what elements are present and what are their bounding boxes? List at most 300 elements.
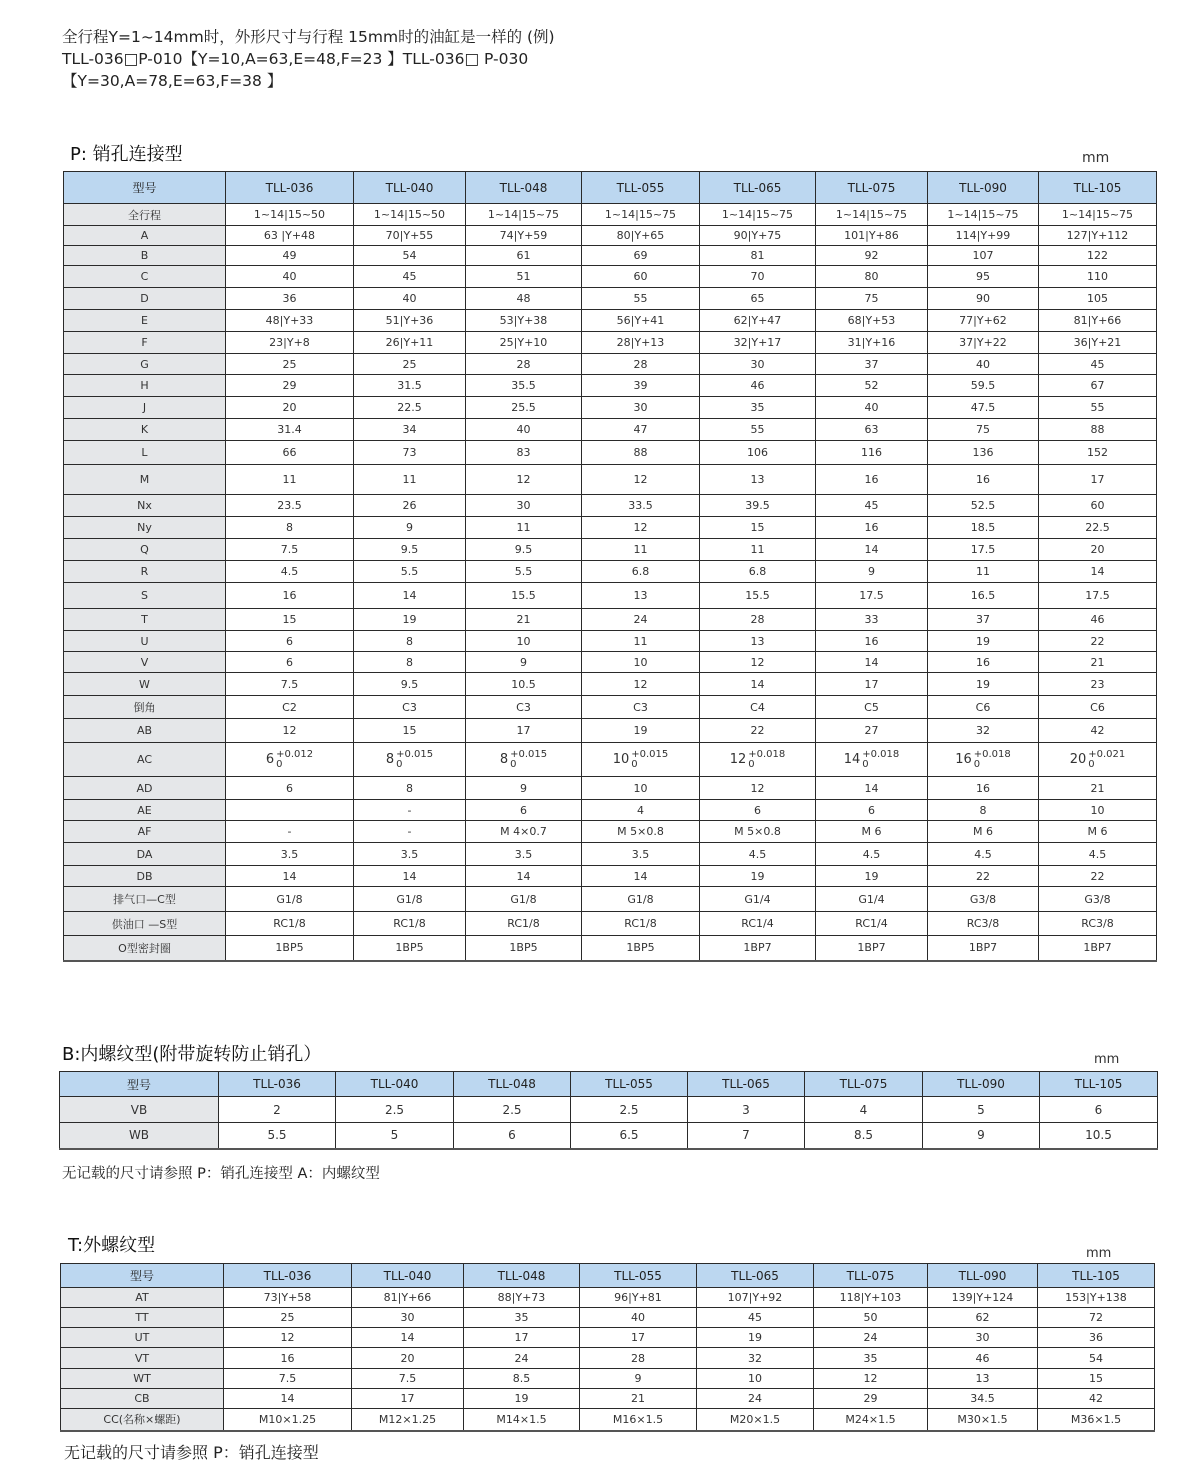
table-cell: 101|Y+86 bbox=[816, 226, 928, 246]
table-cell: 45 bbox=[1039, 354, 1157, 375]
table-cell: 3 bbox=[688, 1097, 805, 1123]
table-cell: 29 bbox=[226, 375, 354, 397]
table-row bbox=[64, 397, 1157, 419]
table-cell: 17 bbox=[464, 1328, 580, 1348]
table-cell: M 6 bbox=[928, 821, 1039, 843]
table-cell: 10.5 bbox=[466, 673, 582, 696]
table-row bbox=[64, 561, 1157, 583]
table-cell: 1BP5 bbox=[226, 936, 354, 961]
table-cell: 21 bbox=[580, 1389, 697, 1409]
row-label: V bbox=[64, 652, 226, 673]
row-label: U bbox=[64, 631, 226, 652]
table-cell: 33.5 bbox=[582, 495, 700, 517]
tolerance-lower: 0 bbox=[276, 758, 283, 770]
table-cell: M 5×0.8 bbox=[700, 821, 816, 843]
row-label: TT bbox=[61, 1308, 224, 1328]
table-cell: 136 bbox=[928, 441, 1039, 465]
row-label: E bbox=[64, 310, 226, 332]
tolerance-value bbox=[500, 750, 547, 770]
table-cell: 13 bbox=[582, 583, 700, 609]
table-cell: 11 bbox=[582, 539, 700, 561]
table-cell: 37 bbox=[928, 609, 1039, 631]
table-cell: 10 bbox=[697, 1369, 814, 1389]
table-cell: 30 bbox=[466, 495, 582, 517]
table-cell: 3.5 bbox=[354, 843, 466, 866]
table-row bbox=[64, 936, 1157, 961]
table-cell: 22 bbox=[1039, 866, 1157, 887]
table-cell: 23|Y+8 bbox=[226, 332, 354, 354]
table-cell: C2 bbox=[226, 696, 354, 719]
table-t-title: T:外螺纹型 bbox=[68, 1235, 156, 1256]
table-cell: 25.5 bbox=[466, 397, 582, 419]
table-cell: 13 bbox=[700, 631, 816, 652]
table-row bbox=[64, 821, 1157, 843]
table-cell: 14 bbox=[816, 652, 928, 673]
tolerance-value bbox=[266, 750, 313, 770]
table-row bbox=[61, 1288, 1155, 1308]
table-cell: 19 bbox=[928, 673, 1039, 696]
header-model-tll-055: TLL-055 bbox=[582, 172, 700, 204]
table-cell: 8 bbox=[928, 800, 1039, 821]
table-cell: 10 bbox=[582, 652, 700, 673]
table-cell: 46 bbox=[928, 1348, 1038, 1369]
table-cell: 5 bbox=[923, 1097, 1040, 1123]
tolerance-base: 20 bbox=[1069, 752, 1087, 767]
table-cell: 25|Y+10 bbox=[466, 332, 582, 354]
tolerance-value bbox=[613, 750, 669, 770]
table-cell: 8 bbox=[354, 631, 466, 652]
row-label: J bbox=[64, 397, 226, 419]
table-cell: 20 bbox=[226, 397, 354, 419]
tolerance-lower: 0 bbox=[1088, 758, 1095, 770]
table-row bbox=[61, 1348, 1155, 1369]
tolerance-base: 14 bbox=[843, 752, 861, 767]
table-cell: 16 bbox=[224, 1348, 352, 1369]
table-cell: 20 bbox=[352, 1348, 464, 1369]
table-cell: 40 bbox=[354, 288, 466, 310]
table-cell: 31.5 bbox=[354, 375, 466, 397]
table-cell: 22 bbox=[700, 719, 816, 743]
table-cell: M30×1.5 bbox=[928, 1409, 1038, 1431]
tolerance-upper: +0.018 bbox=[973, 748, 1011, 760]
table-cell: 2.5 bbox=[336, 1097, 454, 1123]
table-cell: 35 bbox=[700, 397, 816, 419]
table-cell: 17.5 bbox=[1039, 583, 1157, 609]
tolerance-base: 8 bbox=[385, 752, 395, 767]
table-cell: 9.5 bbox=[354, 673, 466, 696]
table-cell: 54 bbox=[1038, 1348, 1155, 1369]
table-cell: 4 bbox=[582, 800, 700, 821]
table-cell: 36 bbox=[226, 288, 354, 310]
table-cell: 25 bbox=[226, 354, 354, 375]
table-cell: 7.5 bbox=[224, 1369, 352, 1389]
table-cell: 21 bbox=[1039, 777, 1157, 800]
table-row bbox=[64, 539, 1157, 561]
table-cell: 6 bbox=[454, 1123, 571, 1149]
table-cell: 29 bbox=[814, 1389, 928, 1409]
table-cell: 114|Y+99 bbox=[928, 226, 1039, 246]
table-cell: 6 bbox=[226, 777, 354, 800]
table-cell: 49 bbox=[226, 246, 354, 266]
header-model-tll-065: TLL-065 bbox=[697, 1264, 814, 1288]
table-cell: 14 bbox=[816, 539, 928, 561]
table-cell: 153|Y+138 bbox=[1038, 1288, 1155, 1308]
table-cell: 11 bbox=[354, 465, 466, 495]
table-cell: 152 bbox=[1039, 441, 1157, 465]
table-cell: C3 bbox=[354, 696, 466, 719]
table-cell: 24 bbox=[464, 1348, 580, 1369]
table-cell: 16 bbox=[928, 777, 1039, 800]
table-cell bbox=[226, 800, 354, 821]
table-cell: 35.5 bbox=[466, 375, 582, 397]
table-row bbox=[64, 583, 1157, 609]
table-cell: 8.5 bbox=[464, 1369, 580, 1389]
table-cell: 17.5 bbox=[816, 583, 928, 609]
row-label: DB bbox=[64, 866, 226, 887]
table-cell: 24 bbox=[814, 1328, 928, 1348]
table-row bbox=[64, 887, 1157, 912]
row-label: H bbox=[64, 375, 226, 397]
table-row bbox=[64, 673, 1157, 696]
header-model-tll-040: TLL-040 bbox=[352, 1264, 464, 1288]
row-label: 倒角 bbox=[64, 696, 226, 719]
table-cell: 127|Y+112 bbox=[1039, 226, 1157, 246]
table-header-row bbox=[60, 1072, 1158, 1097]
table-cell: 1~14|15~75 bbox=[466, 204, 582, 226]
table-cell: 19 bbox=[697, 1328, 814, 1348]
table-cell: 17 bbox=[466, 719, 582, 743]
table-cell: C6 bbox=[1039, 696, 1157, 719]
table-cell: 14 bbox=[816, 777, 928, 800]
table-cell: 23 bbox=[1039, 673, 1157, 696]
table-row bbox=[64, 354, 1157, 375]
table-cell: M14×1.5 bbox=[464, 1409, 580, 1431]
table-cell: 27 bbox=[816, 719, 928, 743]
table-cell: M16×1.5 bbox=[580, 1409, 697, 1431]
table-cell: 60 bbox=[582, 266, 700, 288]
table-t-unit: mm bbox=[1086, 1246, 1112, 1261]
header-model-tll-048: TLL-048 bbox=[454, 1072, 571, 1097]
tolerance-base: 16 bbox=[955, 752, 972, 767]
table-cell: 22 bbox=[1039, 631, 1157, 652]
row-label: UT bbox=[61, 1328, 224, 1348]
table-cell bbox=[582, 743, 700, 777]
table-cell: M 6 bbox=[816, 821, 928, 843]
table-cell: 10.5 bbox=[1040, 1123, 1158, 1149]
table-cell: 25 bbox=[224, 1308, 352, 1328]
table-cell: 34.5 bbox=[928, 1389, 1038, 1409]
row-label: AC bbox=[64, 743, 226, 777]
table-row bbox=[64, 777, 1157, 800]
table-cell: 24 bbox=[697, 1389, 814, 1409]
table-cell: 9 bbox=[466, 652, 582, 673]
table-cell: 62 bbox=[928, 1308, 1038, 1328]
header-model-tll-055: TLL-055 bbox=[571, 1072, 688, 1097]
table-cell: 17 bbox=[580, 1328, 697, 1348]
tolerance-base: 6 bbox=[265, 752, 275, 767]
table-cell: C3 bbox=[466, 696, 582, 719]
table-cell bbox=[700, 743, 816, 777]
table-cell: 9 bbox=[816, 561, 928, 583]
table-cell: 7 bbox=[688, 1123, 805, 1149]
intro-line-3: 【Y=30,A=78,E=63,F=38 】 bbox=[62, 72, 283, 90]
table-cell: 16 bbox=[816, 517, 928, 539]
table-cell: 14 bbox=[354, 866, 466, 887]
table-cell: 15.5 bbox=[700, 583, 816, 609]
table-cell: 51 bbox=[466, 266, 582, 288]
table-cell: 32 bbox=[928, 719, 1039, 743]
table-cell: 12 bbox=[814, 1369, 928, 1389]
table-cell: 22.5 bbox=[1039, 517, 1157, 539]
table-cell: 30 bbox=[352, 1308, 464, 1328]
row-label: O型密封圈 bbox=[64, 936, 226, 961]
table-cell: 65 bbox=[700, 288, 816, 310]
table-cell: 19 bbox=[354, 609, 466, 631]
table-cell: 74|Y+59 bbox=[466, 226, 582, 246]
table-cell: 14 bbox=[226, 866, 354, 887]
table-cell: 7.5 bbox=[226, 539, 354, 561]
table-cell: 9 bbox=[580, 1369, 697, 1389]
header-model-tll-036: TLL-036 bbox=[219, 1072, 336, 1097]
table-cell: 1BP7 bbox=[816, 936, 928, 961]
table-cell: C4 bbox=[700, 696, 816, 719]
table-cell: 22.5 bbox=[354, 397, 466, 419]
table-cell: G1/4 bbox=[700, 887, 816, 912]
table-cell: 45 bbox=[816, 495, 928, 517]
table-cell: 70 bbox=[700, 266, 816, 288]
table-cell: 6 bbox=[700, 800, 816, 821]
table-row bbox=[64, 495, 1157, 517]
table-row bbox=[64, 743, 1157, 777]
table-p-title: P: 销孔连接型 bbox=[70, 144, 183, 165]
table-cell: 1~14|15~75 bbox=[928, 204, 1039, 226]
table-p bbox=[63, 171, 1157, 962]
table-cell: 8 bbox=[226, 517, 354, 539]
table-cell: 6.5 bbox=[571, 1123, 688, 1149]
table-cell: G3/8 bbox=[928, 887, 1039, 912]
table-cell: RC3/8 bbox=[928, 912, 1039, 936]
header-model-tll-105: TLL-105 bbox=[1040, 1072, 1158, 1097]
table-cell: 40 bbox=[580, 1308, 697, 1328]
tolerance-value bbox=[844, 750, 900, 770]
row-label: F bbox=[64, 332, 226, 354]
table-cell: 20 bbox=[1039, 539, 1157, 561]
table-row bbox=[61, 1328, 1155, 1348]
row-label: Nx bbox=[64, 495, 226, 517]
table-cell: 51|Y+36 bbox=[354, 310, 466, 332]
table-cell: 11 bbox=[466, 517, 582, 539]
table-cell: 34 bbox=[354, 419, 466, 441]
table-cell: - bbox=[354, 821, 466, 843]
table-t bbox=[60, 1263, 1155, 1432]
table-cell: 1~14|15~50 bbox=[354, 204, 466, 226]
table-cell: 139|Y+124 bbox=[928, 1288, 1038, 1308]
table-cell bbox=[466, 743, 582, 777]
row-label: L bbox=[64, 441, 226, 465]
table-cell: 18.5 bbox=[928, 517, 1039, 539]
table-row bbox=[64, 517, 1157, 539]
table-cell: 80|Y+65 bbox=[582, 226, 700, 246]
table-cell: 16 bbox=[226, 583, 354, 609]
table-cell: 19 bbox=[700, 866, 816, 887]
table-cell: 7.5 bbox=[352, 1369, 464, 1389]
table-cell: 24 bbox=[582, 609, 700, 631]
table-cell: 39 bbox=[582, 375, 700, 397]
row-label: AD bbox=[64, 777, 226, 800]
table-cell: 3.5 bbox=[582, 843, 700, 866]
tolerance-value bbox=[730, 750, 786, 770]
table-cell: 110 bbox=[1039, 266, 1157, 288]
table-row bbox=[64, 288, 1157, 310]
table-cell: 67 bbox=[1039, 375, 1157, 397]
header-model-tll-036: TLL-036 bbox=[226, 172, 354, 204]
table-cell: 23.5 bbox=[226, 495, 354, 517]
table-cell: 70|Y+55 bbox=[354, 226, 466, 246]
header-model-tll-075: TLL-075 bbox=[814, 1264, 928, 1288]
table-cell: 42 bbox=[1039, 719, 1157, 743]
table-cell bbox=[928, 743, 1039, 777]
table-cell: 9.5 bbox=[466, 539, 582, 561]
table-row bbox=[64, 719, 1157, 743]
table-cell: 46 bbox=[1039, 609, 1157, 631]
table-cell: 14 bbox=[224, 1389, 352, 1409]
table-cell: 88 bbox=[1039, 419, 1157, 441]
tolerance-lower: 0 bbox=[510, 758, 517, 770]
table-cell: 42 bbox=[1038, 1389, 1155, 1409]
table-cell: 75 bbox=[816, 288, 928, 310]
table-cell: 32|Y+17 bbox=[700, 332, 816, 354]
table-cell: 5.5 bbox=[219, 1123, 336, 1149]
table-cell: 105 bbox=[1039, 288, 1157, 310]
row-label: C bbox=[64, 266, 226, 288]
table-cell: 28 bbox=[580, 1348, 697, 1369]
table-cell: M 6 bbox=[1039, 821, 1157, 843]
table-row bbox=[64, 912, 1157, 936]
table-cell: 30 bbox=[928, 1328, 1038, 1348]
table-cell: 63 bbox=[816, 419, 928, 441]
table-cell: 11 bbox=[700, 539, 816, 561]
table-cell: 118|Y+103 bbox=[814, 1288, 928, 1308]
table-row bbox=[61, 1389, 1155, 1409]
header-model-tll-055: TLL-055 bbox=[580, 1264, 697, 1288]
table-row bbox=[64, 465, 1157, 495]
table-cell: 6 bbox=[816, 800, 928, 821]
table-cell: 90|Y+75 bbox=[700, 226, 816, 246]
table-cell: 10 bbox=[466, 631, 582, 652]
table-cell: - bbox=[354, 800, 466, 821]
row-label: AB bbox=[64, 719, 226, 743]
row-label: AF bbox=[64, 821, 226, 843]
table-cell: 2 bbox=[219, 1097, 336, 1123]
table-cell: 4.5 bbox=[816, 843, 928, 866]
intro-text bbox=[62, 26, 555, 92]
table-cell: 61 bbox=[466, 246, 582, 266]
table-cell: RC1/8 bbox=[354, 912, 466, 936]
header-model-tll-075: TLL-075 bbox=[816, 172, 928, 204]
table-cell: 28|Y+13 bbox=[582, 332, 700, 354]
row-label: CB bbox=[61, 1389, 224, 1409]
table-cell bbox=[226, 743, 354, 777]
table-cell: 10 bbox=[1039, 800, 1157, 821]
table-cell: 36 bbox=[1038, 1328, 1155, 1348]
table-cell: 11 bbox=[928, 561, 1039, 583]
table-header-row bbox=[64, 172, 1157, 204]
header-model-tll-040: TLL-040 bbox=[336, 1072, 454, 1097]
row-label: K bbox=[64, 419, 226, 441]
table-cell: 14 bbox=[700, 673, 816, 696]
table-cell: 19 bbox=[928, 631, 1039, 652]
table-cell: 2.5 bbox=[454, 1097, 571, 1123]
table-cell: 88 bbox=[582, 441, 700, 465]
table-cell: 90 bbox=[928, 288, 1039, 310]
table-cell: 31|Y+16 bbox=[816, 332, 928, 354]
table-b-unit: mm bbox=[1094, 1052, 1120, 1067]
header-model-tll-065: TLL-065 bbox=[700, 172, 816, 204]
tolerance-upper: +0.012 bbox=[276, 748, 314, 760]
table-cell: 73 bbox=[354, 441, 466, 465]
table-cell: 17.5 bbox=[928, 539, 1039, 561]
table-row bbox=[64, 332, 1157, 354]
table-cell: 15 bbox=[700, 517, 816, 539]
table-cell: 3.5 bbox=[466, 843, 582, 866]
table-cell: 15.5 bbox=[466, 583, 582, 609]
table-cell: 73|Y+58 bbox=[224, 1288, 352, 1308]
table-cell: 19 bbox=[464, 1389, 580, 1409]
table-cell: 37 bbox=[816, 354, 928, 375]
table-cell: 55 bbox=[700, 419, 816, 441]
table-cell: 8 bbox=[354, 777, 466, 800]
table-cell: 5.5 bbox=[354, 561, 466, 583]
table-cell: G1/8 bbox=[354, 887, 466, 912]
table-cell: 14 bbox=[1039, 561, 1157, 583]
tolerance-lower: 0 bbox=[631, 758, 638, 770]
table-cell: 1~14|15~50 bbox=[226, 204, 354, 226]
table-cell: 68|Y+53 bbox=[816, 310, 928, 332]
table-cell: 55 bbox=[1039, 397, 1157, 419]
table-cell: 9 bbox=[923, 1123, 1040, 1149]
table-cell: 25 bbox=[354, 354, 466, 375]
row-label: WT bbox=[61, 1369, 224, 1389]
tolerance-value bbox=[1070, 750, 1126, 770]
header-model-tll-040: TLL-040 bbox=[354, 172, 466, 204]
tolerance-lower: 0 bbox=[973, 758, 981, 770]
table-cell: M12×1.25 bbox=[352, 1409, 464, 1431]
table-row bbox=[64, 419, 1157, 441]
header-model-tll-048: TLL-048 bbox=[464, 1264, 580, 1288]
table-cell: 3.5 bbox=[226, 843, 354, 866]
table-cell: 45 bbox=[354, 266, 466, 288]
table-row bbox=[61, 1369, 1155, 1389]
table-cell: 17 bbox=[1039, 465, 1157, 495]
table-cell: 40 bbox=[928, 354, 1039, 375]
table-cell: 81|Y+66 bbox=[1039, 310, 1157, 332]
table-cell: 5 bbox=[336, 1123, 454, 1149]
header-model-tll-036: TLL-036 bbox=[224, 1264, 352, 1288]
table-cell: 48|Y+33 bbox=[226, 310, 354, 332]
tolerance-upper: +0.018 bbox=[748, 748, 786, 760]
table-cell: M24×1.5 bbox=[814, 1409, 928, 1431]
table-cell: 72 bbox=[1038, 1308, 1155, 1328]
header-model-label: 型号 bbox=[60, 1072, 219, 1097]
table-cell: G1/8 bbox=[226, 887, 354, 912]
table-cell: 16 bbox=[816, 465, 928, 495]
table-cell: - bbox=[226, 821, 354, 843]
row-label: R bbox=[64, 561, 226, 583]
table-cell: 6.8 bbox=[582, 561, 700, 583]
table-cell: C6 bbox=[928, 696, 1039, 719]
table-cell: 13 bbox=[700, 465, 816, 495]
table-row bbox=[64, 310, 1157, 332]
